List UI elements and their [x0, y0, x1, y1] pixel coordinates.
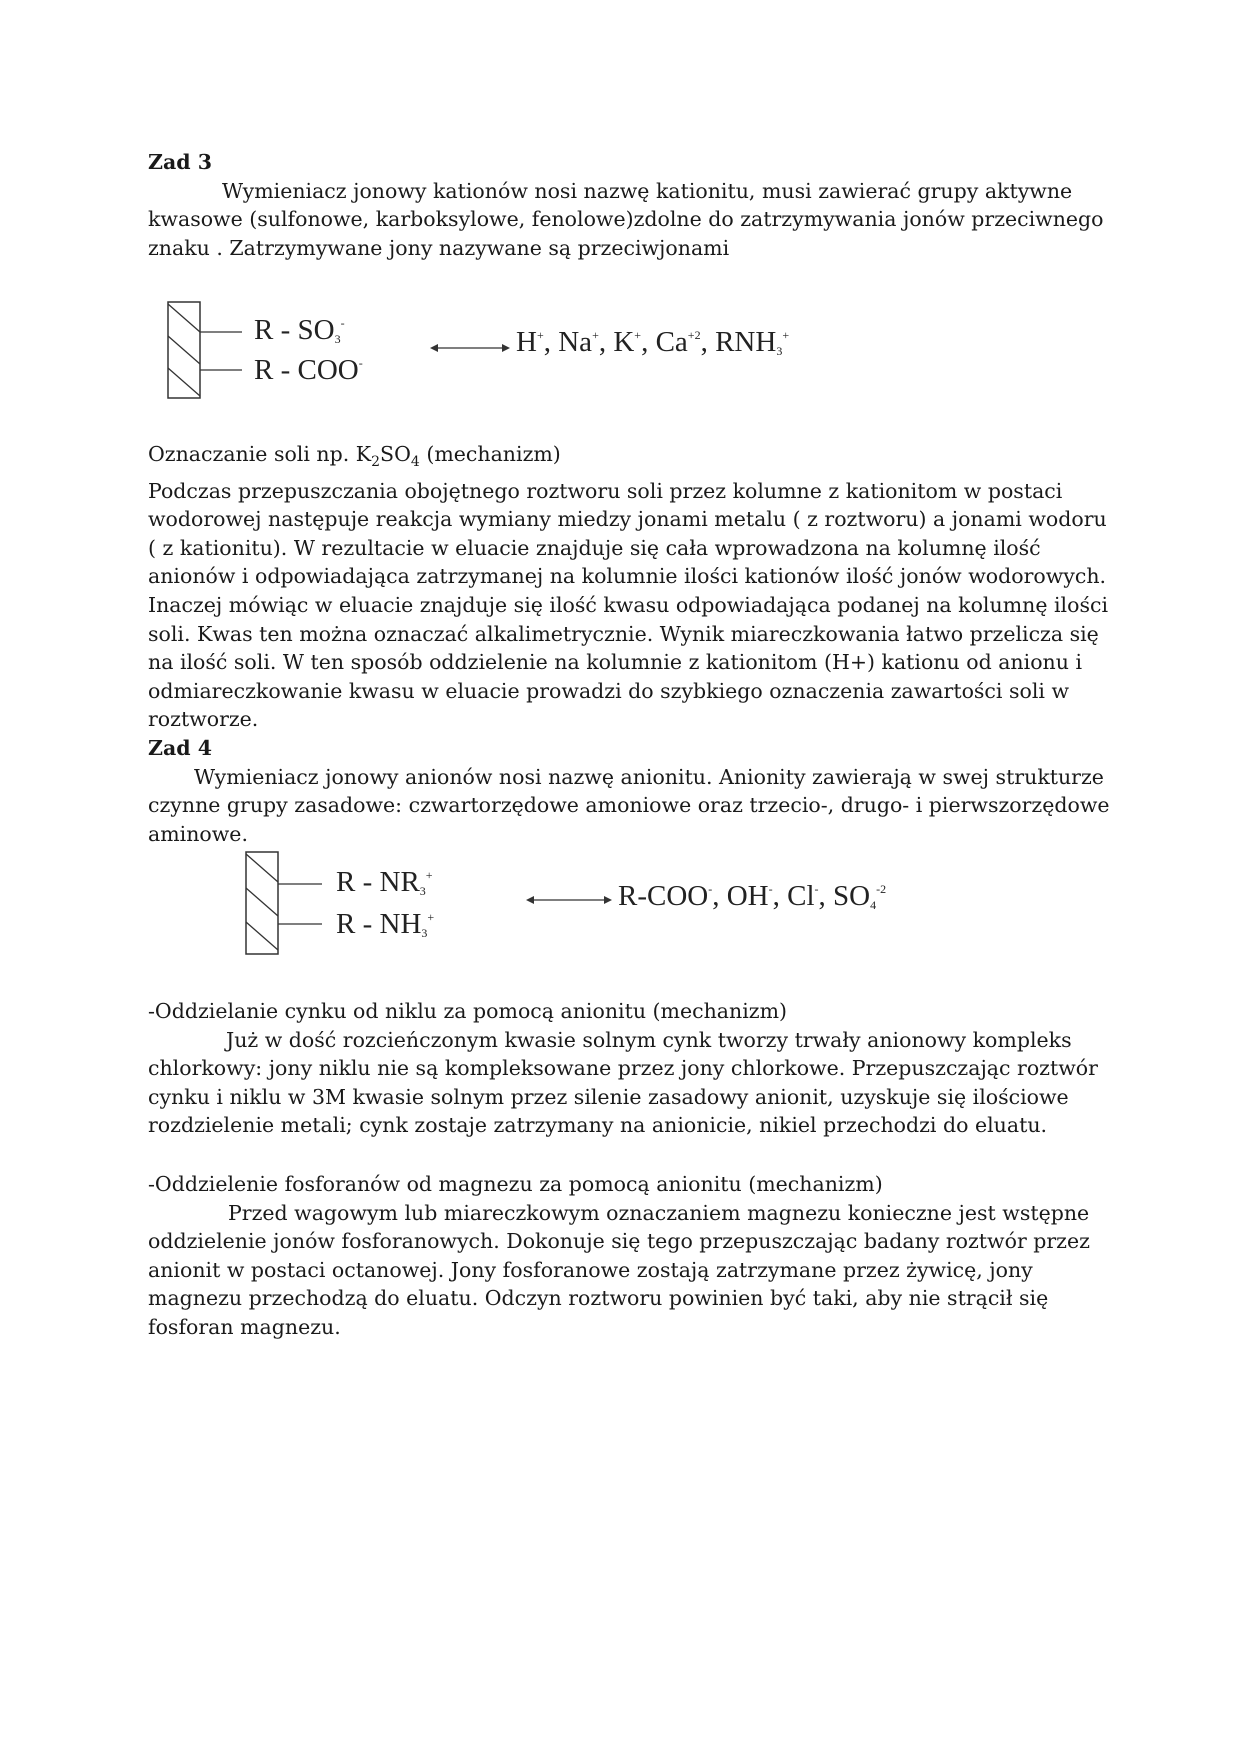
- zinc-heading: -Oddzielanie cynku od niklu za pomocą anionitu (mechanizm): [148, 999, 788, 1023]
- anion-ion: R-COO-: [618, 880, 713, 912]
- zad3-section: [148, 148, 1104, 262]
- zinc-paragraph-line: Już w dość rozcieńczonym kwasie solnym cynk tworzy trwały anionowy kompleks: [226, 1027, 1072, 1052]
- salt-paragraph-line: na ilość soli. W ten sposób oddzielenie na kolumnie z kationitom (H+) kationu od anionu i: [148, 650, 1083, 675]
- phosphate-paragraph-line: anionit w postaci octanowej. Jony fosforanowe zostają zatrzymane przez żywicę, jony: [148, 1257, 1033, 1282]
- zad3-title: Zad 3: [148, 150, 212, 174]
- cation-ion: Na+: [558, 326, 599, 358]
- phosphate-paragraph-line: Przed wagowym lub miareczkowym oznaczaniem magnezu konieczne jest wstępne: [228, 1200, 1090, 1225]
- salt-heading: Oznaczanie soli np. $K_2SO_4$ (mechanizm): [148, 442, 561, 471]
- anion-ion: OH-: [726, 880, 773, 912]
- anion-ion: Cl-: [787, 880, 819, 912]
- salt-paragraph-line: odmiareczkowanie kwasu w eluacie prowadzi do szybkiego oznaczenia zawartości soli w: [148, 678, 1070, 703]
- cation-ion: $Ca^{+2}$: [655, 326, 701, 358]
- zad3-intro-line: kwasowe (sulfonowe, karboksylowe, fenolowe)zdolne do zatrzymywania jonów przeciwnego: [148, 207, 1104, 232]
- zad4-intro-line: czynne grupy zasadowe: czwartorzędowe amoniowe oraz trzecio-, drugo- i pierwszorzędowe: [148, 793, 1110, 818]
- counter-ions-cations: H+, Na+, K+, $Ca^{+2}$, $RNH_3^+$: [516, 326, 790, 358]
- zad4-title: Zad 4: [148, 736, 212, 761]
- zinc-paragraph-line: rozdzielenie metali; cynk zostaje zatrzymany na anionicie, nikiel przechodzi do eluatu.: [148, 1113, 1048, 1138]
- double-arrow-icon: [430, 342, 510, 354]
- sulfonate-group: R - $SO_3^-$: [254, 314, 345, 346]
- zinc-paragraph-line: cynku i niklu w 3M kwasie solnym przez silenie zasadowy anionit, uzyskuje się ilościowe: [148, 1084, 1069, 1109]
- zad3-intro: [148, 177, 1104, 263]
- zinc-paragraph: [148, 1026, 1098, 1140]
- anion-exchanger-resin-diagram: [246, 852, 316, 956]
- phosphate-magnesium-section: [148, 1170, 1098, 1342]
- cation-ion: $RNH_3^+$: [715, 326, 790, 358]
- salt-paragraph-line: wodorowej następuje reakcja wymiany miedzy jonami metalu ( z roztworu) a jonami wodoru: [148, 507, 1107, 532]
- zad3-intro-line: znaku . Zatrzymywane jony nazywane są przeciwjonami: [148, 235, 730, 260]
- cation-ion: H+: [516, 326, 544, 358]
- cation-ion: K+: [613, 326, 642, 358]
- salt-paragraph-line: soli. Kwas ten można oznaczać alkalimetrycznie. Wynik miareczkowania łatwo przelicza się: [148, 621, 1099, 646]
- salt-paragraph-line: roztworze.: [148, 707, 259, 732]
- primary-ammonium-group: R - $NH_3^+$: [336, 908, 435, 940]
- phosphate-paragraph-line: oddzielenie jonów fosforanowych. Dokonuje się tego przepuszczając badany roztwór przez: [148, 1229, 1090, 1254]
- zad4-intro-line: Wymieniacz jonowy anionów nosi nazwę anionitu. Anionity zawierają w swej strukturze: [194, 764, 1104, 789]
- phosphate-paragraph-line: fosforan magnezu.: [148, 1314, 341, 1339]
- quaternary-ammonium-group: R - $NR_3^+$: [336, 866, 433, 898]
- double-arrow-icon: [526, 894, 612, 906]
- salt-paragraph-line: anionów i odpowiadająca zatrzymanej na kolumnie ilości kationów ilość jonów wodorowych.: [148, 564, 1107, 589]
- zad3-intro-line: Wymieniacz jonowy kationów nosi nazwę kationitu, musi zawierać grupy aktywne: [222, 178, 1073, 203]
- counter-ions-anions: R-COO-, OH-, Cl-, $SO_4^{-2}$: [618, 880, 887, 912]
- phosphate-paragraph-line: magnezu przechodzą do eluatu. Odczyn roztworu powinien być taki, aby nie strącił się: [148, 1286, 1049, 1311]
- anion-ion: $SO_4^{-2}$: [833, 880, 887, 912]
- zinc-paragraph-line: chlorkowy: jony niklu nie są kompleksowane przez jony chlorkowe. Przepuszczając roztwór: [148, 1056, 1098, 1081]
- salt-paragraph-line: Inaczej mówiąc w eluacie znajduje się ilość kwasu odpowiadająca podanej na kolumnę ilości: [148, 593, 1108, 618]
- salt-paragraph-line: Podczas przepuszczania obojętnego roztworu soli przez kolumne z kationitom w postaci: [148, 478, 1063, 503]
- salt-paragraph-line: ( z kationitu). W rezultacie w eluacie znajduje się cała wprowadzona na kolumnę ilość: [148, 535, 1041, 560]
- salt-paragraph: [148, 477, 1108, 734]
- zad4-intro-line: aminowe.: [148, 821, 248, 846]
- salt-determination-section: [148, 440, 1110, 848]
- phosphate-heading: -Oddzielenie fosforanów od magnezu za pomocą anionitu (mechanizm): [148, 1172, 883, 1196]
- carboxylate-group: R - COO-: [254, 354, 363, 386]
- cation-exchanger-resin-diagram: [168, 302, 238, 402]
- phosphate-paragraph: [148, 1199, 1098, 1342]
- zinc-nickel-section: [148, 997, 1098, 1140]
